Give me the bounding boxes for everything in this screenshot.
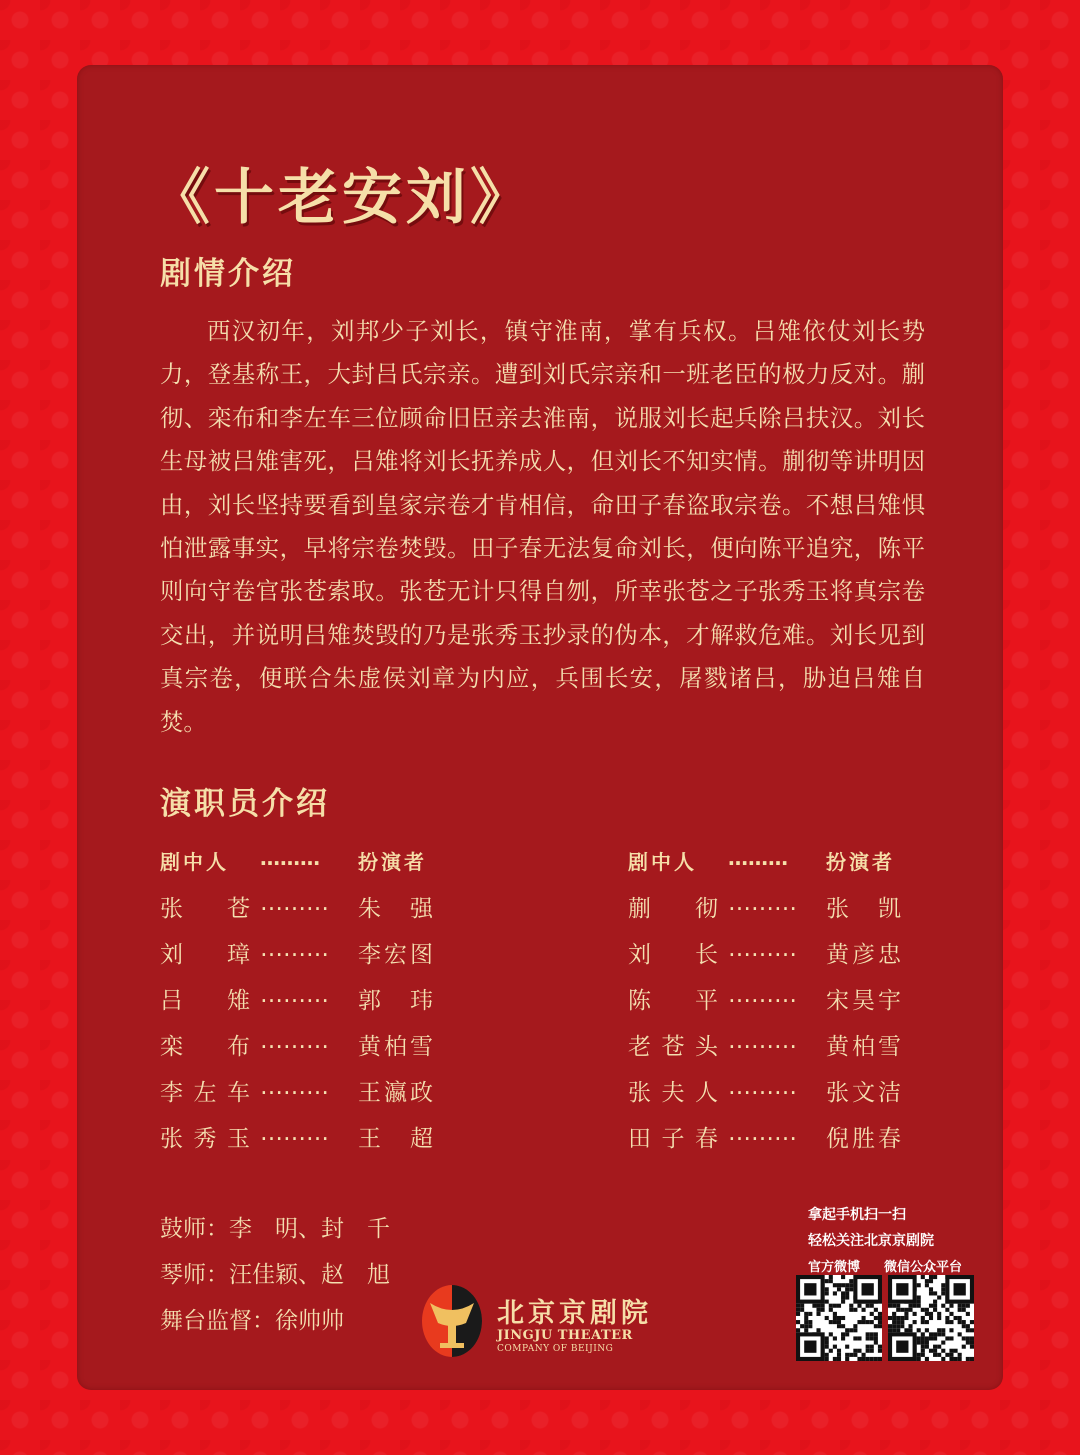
cast-role: 张苍 xyxy=(160,896,250,922)
cast-heading: 演职员介绍 xyxy=(160,786,330,822)
logo-english-name: JINGJU THEATER xyxy=(497,1328,633,1343)
cast-header-row xyxy=(628,846,928,876)
cast-row xyxy=(160,982,460,1012)
cast-actor: 黄柏雪 xyxy=(358,1034,433,1060)
cast-row xyxy=(628,1074,928,1104)
cast-row xyxy=(160,890,460,920)
logo-english-subtitle: COMPANY OF BEIJING xyxy=(497,1344,614,1354)
cast-actor: 张文洁 xyxy=(826,1080,901,1106)
cast-actor: 李宏图 xyxy=(358,942,433,968)
wechat-qr-code[interactable] xyxy=(888,1275,974,1361)
qr-label-weibo: 官方微博 xyxy=(808,1260,861,1275)
cast-actor: 黄柏雪 xyxy=(826,1034,901,1060)
cast-dots: ……… xyxy=(260,890,329,916)
cast-dots: ……… xyxy=(260,982,329,1008)
cast-role: 张秀玉 xyxy=(160,1126,250,1152)
cast-actor: 朱强 xyxy=(358,896,433,922)
page-title: 《十老安刘》 xyxy=(150,163,534,233)
cast-dots: ……… xyxy=(728,936,797,962)
cast-actor: 宋昊宇 xyxy=(826,988,901,1014)
cast-role: 刘长 xyxy=(628,942,718,968)
cast-role: 陈平 xyxy=(628,988,718,1014)
cast-dots: ……… xyxy=(260,1028,329,1054)
cast-dots: ……… xyxy=(260,846,320,870)
cast-actor: 扮演者 xyxy=(826,850,895,874)
cast-dots: ……… xyxy=(728,1028,797,1054)
cast-role: 张夫人 xyxy=(628,1080,718,1106)
qr-caption-line2: 轻松关注北京京剧院 xyxy=(808,1233,934,1249)
cast-role: 栾布 xyxy=(160,1034,250,1060)
cast-row xyxy=(160,936,460,966)
cast-role: 吕雉 xyxy=(160,988,250,1014)
cast-actor: 王瀛政 xyxy=(358,1080,433,1106)
cast-row xyxy=(628,1120,928,1150)
credit-drummer: 鼓师：李 明、封 千 xyxy=(160,1216,390,1242)
cast-header-row xyxy=(160,846,460,876)
cast-actor: 黄彦忠 xyxy=(826,942,901,968)
cast-row xyxy=(628,1028,928,1058)
cast-row xyxy=(160,1028,460,1058)
cast-dots: ……… xyxy=(728,1074,797,1100)
credit-fiddler: 琴师：汪佳颖、赵 旭 xyxy=(160,1262,390,1288)
cast-role: 老苍头 xyxy=(628,1034,718,1060)
qr-caption-line1: 拿起手机扫一扫 xyxy=(808,1207,906,1223)
cast-role: 蒯彻 xyxy=(628,896,718,922)
cast-dots: ……… xyxy=(260,1074,329,1100)
cast-dots: ……… xyxy=(260,936,329,962)
cast-row xyxy=(160,1120,460,1150)
cast-actor: 扮演者 xyxy=(358,850,427,874)
cast-dots: ……… xyxy=(728,1120,797,1146)
cast-dots: ……… xyxy=(728,890,797,916)
cast-row xyxy=(628,890,928,920)
cast-dots: ……… xyxy=(728,846,788,870)
cast-dots: ……… xyxy=(728,982,797,1008)
cast-dots: ……… xyxy=(260,1120,329,1146)
cast-actor: 郭玮 xyxy=(358,988,433,1014)
plot-heading: 剧情介绍 xyxy=(160,256,296,292)
cast-actor: 倪胜春 xyxy=(826,1126,901,1152)
cast-role: 李左车 xyxy=(160,1080,250,1106)
logo-chinese-name: 北京京剧院 xyxy=(497,1298,652,1329)
cast-actor: 张凯 xyxy=(826,896,901,922)
cast-row xyxy=(160,1074,460,1104)
jingju-theater-logo xyxy=(420,1283,484,1359)
cast-role: 剧中人 xyxy=(160,850,229,874)
cast-actor: 王超 xyxy=(358,1126,433,1152)
cast-row xyxy=(628,936,928,966)
cast-role: 剧中人 xyxy=(628,850,697,874)
cast-row xyxy=(628,982,928,1012)
cast-role: 刘璋 xyxy=(160,942,250,968)
cast-role: 田子春 xyxy=(628,1126,718,1152)
plot-text: 西汉初年，刘邦少子刘长，镇守淮南，掌有兵权。吕雉依仗刘长势力，登基称王，大封吕氏宗亲。遭到刘氏宗亲和一班老臣的极力反对。蒯彻、栾布和李左车三位顾命旧臣亲去淮南，说服刘长起兵除吕扶汉。刘长生母被吕雉害死，吕雉将刘长抚养成人，但刘长不知实情。蒯彻等讲明因由，刘长坚持要看到皇家宗卷才肯相信，命田子春盗取宗卷。不想吕雉惧怕泄露事实，早将宗卷焚毁。田子春无法复命刘长，便向陈平追究，陈平则向守卷官张苍索取。张苍无计只得自刎，所幸张苍之子张秀玉将真宗卷交出，并说明吕雉焚毁的乃是张秀玉抄录的伪本，才解救危难。刘长见到真宗卷，便联合朱虚侯刘章为内应，兵围长安，屠戮诸吕，胁迫吕雉自焚。 xyxy=(160,317,925,736)
credit-stage-manager: 舞台监督：徐帅帅 xyxy=(160,1308,344,1334)
weibo-qr-code[interactable] xyxy=(796,1275,882,1361)
qr-label-wechat: 微信公众平台 xyxy=(884,1260,963,1275)
